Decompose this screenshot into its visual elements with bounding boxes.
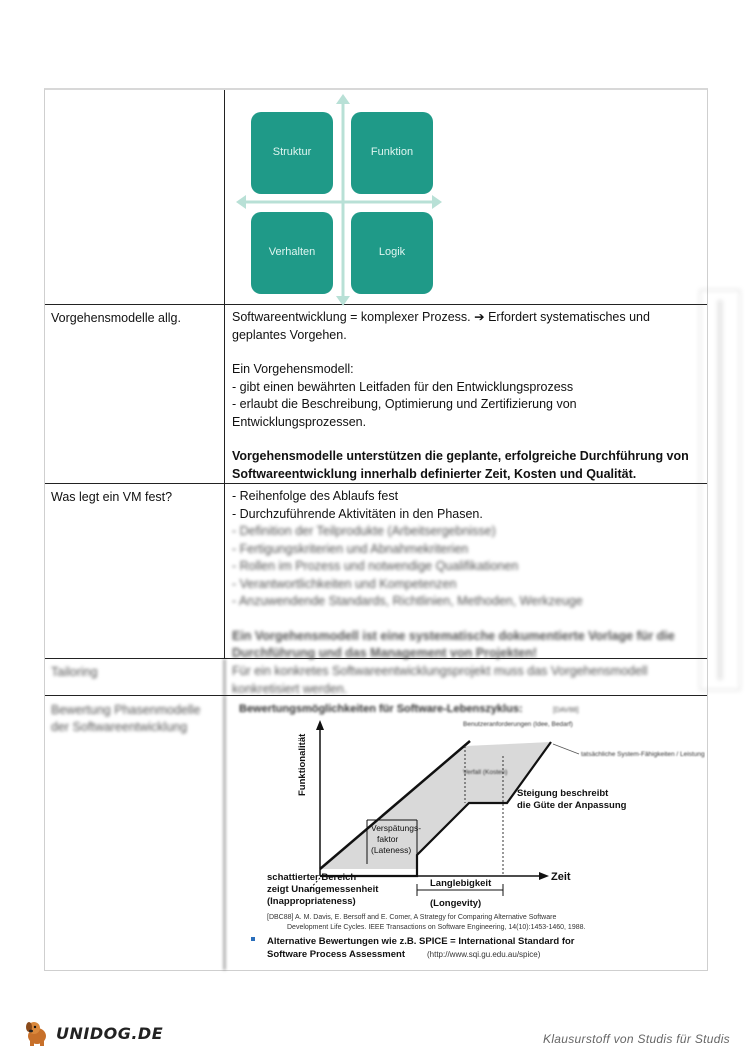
list-item: - Definition der Teilprodukte (Arbeitsergebnisse) [232, 524, 496, 538]
row-label [45, 90, 225, 304]
row-label: Bewertung Phasenmodelle der Softwareentwicklung [45, 696, 225, 970]
y-axis-label: Funktionalität [297, 733, 308, 796]
list-item: - Reihenfolge des Ablaufs fest [232, 489, 399, 503]
longevity-label: Langlebigkeit [430, 878, 492, 889]
svg-text:Software Process Assessment: Software Process Assessment [267, 949, 405, 960]
brand-name: UNIDOG.DE [56, 1023, 164, 1043]
list-item: - Anzuwendende Standards, Richtlinien, Methoden, Werkzeuge [232, 594, 583, 608]
footer-logo[interactable] [22, 1018, 163, 1048]
requirements-label: Benutzeranforderungen (Idee, Bedarf) [463, 721, 573, 728]
lateness-label: Verspätungs- [371, 823, 422, 833]
tile-logik: Logik [351, 212, 433, 294]
table-row-bewertung [45, 696, 707, 970]
x-axis-label: Zeit [551, 871, 571, 883]
svg-text:Development Life Cycles. IEEE: Development Life Cycles. IEEE Transactions on Software Engineering, 14(10):1453-1460, 1988. [287, 924, 586, 931]
chart-title-tag: [DAV88] [553, 707, 579, 714]
row-content: Für ein konkretes Softwareentwicklungsprojekt muss das Vorgehensmodell konkretisiert werden. [232, 664, 648, 696]
svg-text:zeigt Unangemessenheit: zeigt Unangemessenheit [267, 884, 379, 895]
list-item: - Fertigungskriterien und Abnahmekriterien [232, 541, 469, 556]
watermark [690, 280, 750, 700]
spice-url: (http://www.sqi.gu.edu.au/spice) [427, 950, 541, 959]
content-table [44, 88, 708, 971]
paragraph: Softwareentwicklung = komplexer Prozess. ➔ Erfordert systematisches und geplantes Vorgehen. [232, 310, 650, 342]
tile-funktion: Funktion [351, 112, 433, 194]
row-label: Vorgehensmodelle allg. [45, 305, 225, 483]
row-content [225, 305, 707, 483]
model-cell [225, 90, 707, 304]
chart-title: Bewertungsmöglichkeiten für Software-Lebenszyklus: [239, 703, 523, 715]
bullet-icon [251, 937, 255, 941]
svg-text:die Güte der Anpassung: die Güte der Anpassung [517, 800, 627, 811]
row-content [225, 484, 707, 658]
table-row-vorgehensmodelle [45, 305, 707, 484]
list-item: - gibt einen bewährten Leitfaden für den Entwicklungsprozess [232, 379, 574, 394]
list-item: - Durchzuführende Aktivitäten in den Phasen. [232, 506, 483, 521]
bullet-text: Alternative Bewertungen wie z.B. SPICE = International Standard for [267, 936, 575, 947]
table-row-vm-fest [45, 484, 707, 659]
model-quadrant-diagram [234, 94, 444, 308]
slope-label: Steigung beschreibt [517, 788, 609, 799]
paragraph: Ein Vorgehensmodell: [232, 362, 354, 376]
decay-label: Verfall (Kosten) [463, 769, 508, 776]
tile-verhalten: Verhalten [251, 212, 333, 294]
shaded-area-label: schattierter Bereich [267, 872, 357, 883]
table-row-tailoring [45, 659, 707, 696]
bold-summary: Ein Vorgehensmodell ist eine systematische dokumentierte Vorlage für die Durchführung und das Management von Projekten! [232, 628, 675, 660]
table-row-model [45, 90, 707, 305]
list-item: - erlaubt die Beschreibung, Optimierung und Zertifizierung von Entwicklungsprozessen. [232, 397, 577, 429]
lifecycle-chart [225, 696, 705, 968]
lifecycle-figure [225, 696, 707, 970]
svg-text:faktor: faktor [377, 834, 399, 844]
svg-text:(Inappropriateness): (Inappropriateness) [267, 896, 356, 907]
dog-icon [22, 1018, 52, 1048]
bold-summary: Vorgehensmodelle unterstützen die geplante, erfolgreiche Durchführung von Softwareentwicklung innerhalb definierter Zeit, Kosten und Qualität. [232, 449, 689, 481]
row-label: Tailoring [45, 659, 225, 695]
tile-struktur: Struktur [251, 112, 333, 194]
capability-label: tatsächliche System-Fähigkeiten / Leistung [581, 751, 705, 758]
row-label: Was legt ein VM fest? [45, 484, 225, 658]
reference-text: [DBC88] A. M. Davis, E. Bersoff and E. Comer, A Strategy for Comparing Alternative Software [267, 914, 557, 921]
svg-text:(Longevity): (Longevity) [430, 898, 482, 909]
footer-tagline: Klausurstoff von Studis für Studis [543, 1032, 730, 1046]
list-item: - Verantwortlichkeiten und Kompetenzen [232, 576, 457, 591]
list-item: - Rollen im Prozess und notwendige Qualifikationen [232, 559, 519, 573]
svg-text:(Lateness): (Lateness) [371, 845, 412, 855]
